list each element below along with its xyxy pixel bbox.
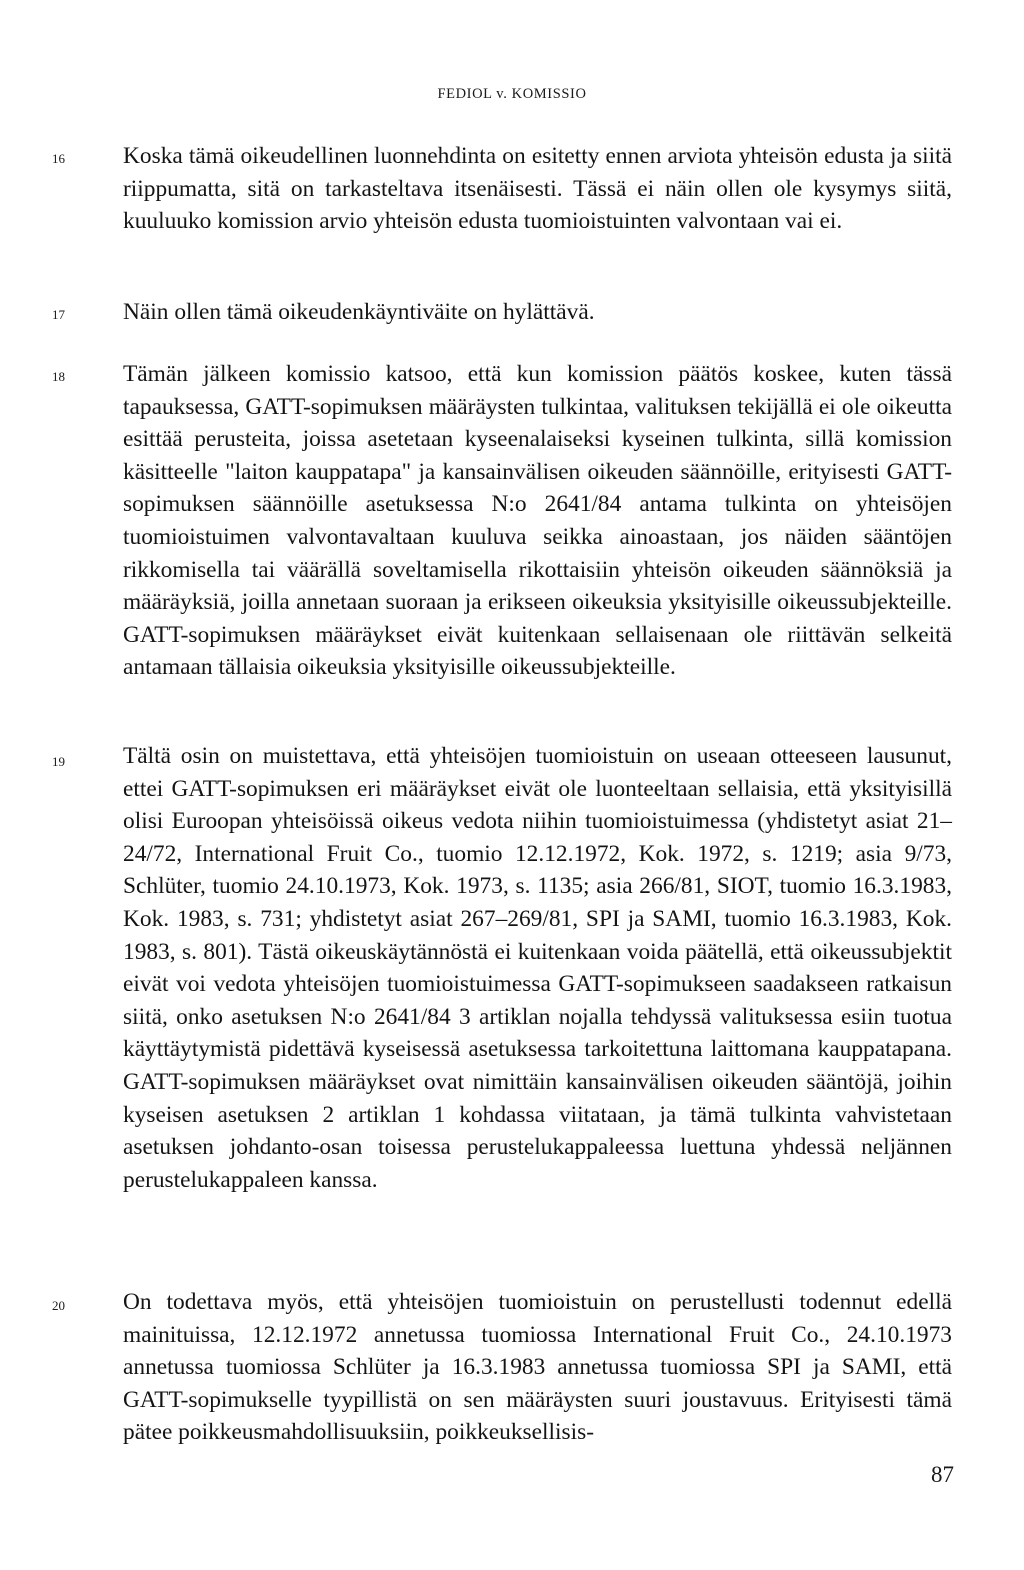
paragraph-text: Näin ollen tämä oikeudenkäyntiväite on hylättävä.	[123, 299, 595, 325]
paragraph-text: On todettava myös, että yhteisöjen tuomioistuin on perustellusti todennut edellä mainituissa, 12.12.1972 annetussa tuomiossa International Fruit Co., 24.10.1973 annetussa tuomiossa Schlüter ja 16.3.1983 annetussa tuomiossa SPI ja SAMI, että GATT-sopimukselle tyypillistä on sen määräysten suuri joustavuus. Erityisesti tämä pätee poikkeusmahdollisuuksiin, poikkeuksellisis-	[123, 1289, 952, 1446]
paragraph-number: 19	[52, 754, 65, 769]
paragraph-text: Tämän jälkeen komissio katsoo, että kun komission päätös koskee, kuten tässä tapauksessa, GATT-sopimuksen määräysten tulkintaa, valituksen tekijällä ei ole oikeutta esittää perusteita, joissa asetetaan kyseenalaiseksi kyseinen tulkinta, sillä komission käsitteelle "laiton kauppatapa" ja kansainvälisen oikeuden säännöille, erityisesti GATT-sopimuksen säännöille asetuksessa N:o 2641/84 antama tulkinta on yhteisöjen tuomioistuimen valvontavaltaan kuuluva seikka ainoastaan, jos näiden sääntöjen rikkomisella tai väärällä soveltamisella rikottaisiin yhteisön oikeuden säännöksiä ja määräyksiä, joilla annetaan suoraan ja erikseen oikeuksia yksityisille oikeussubjekteille. GATT-sopimuksen määräykset eivät kuitenkaan sellaisenaan ole riittävän selkeitä antamaan tällaisia oikeuksia yksityisille oikeussubjekteille.	[123, 361, 952, 681]
paragraph-text: Koska tämä oikeudellinen luonnehdinta on esitetty ennen arviota yhteisön edusta ja siitä riippumatta, sitä on tarkasteltava itsenäisesti. Tässä ei näin ollen ole kysymys siitä, kuuluuko komission arvio yhteisön edusta tuomioistuinten valvontaan vai ei.	[123, 143, 952, 235]
paragraph-text: Tältä osin on muistettava, että yhteisöjen tuomioistuin on useaan otteeseen lausunut, ettei GATT-sopimuksen eri määräykset eivät ole luonteeltaan sellaisia, että yksityisillä olisi Euroopan yhteisöissä oikeus vedota niihin tuomioistuimessa (yhdistetyt asiat 21–24/72, International Fruit Co., tuomio 12.12.1972, Kok. 1972, s. 1219; asia 9/73, Schlüter, tuomio 24.10.1973, Kok. 1973, s. 1135; asia 266/81, SIOT, tuomio 16.3.1983, Kok. 1983, s. 731; yhdistetyt asiat 267–269/81, SPI ja SAMI, tuomio 16.3.1983, Kok. 1983, s. 801). Tästä oikeuskäytännöstä ei kuitenkaan voida päätellä, että oikeussubjektit eivät voi vedota yhteisöjen tuomioistuimessa GATT-sopimukseen saadakseen ratkaisun siitä, onko asetuksen N:o 2641/84 3 artiklan nojalla tehdyssä valituksessa esiin tuotua käyttäytymistä pidettävä kyseisessä asetuksessa tarkoitettuna laittomana kauppatapana. GATT-sopimuksen määräykset ovat nimittäin kansainvälisen oikeuden sääntöjä, joihin kyseisen asetuksen 2 artiklan 1 kohdassa viitataan, ja tämä tulkinta vahvistetaan asetuksen johdanto-osan toisessa perustelukappaleessa luettuna yhdessä neljännen perustelukappaleen kanssa.	[123, 743, 952, 1193]
paragraph-number: 18	[52, 369, 65, 384]
paragraph-number: 20	[52, 1298, 65, 1313]
paragraph-number: 16	[52, 151, 65, 166]
running-head: FEDIOL v. KOMISSIO	[437, 86, 587, 102]
paragraph-number: 17	[52, 307, 65, 322]
page-number: 87	[931, 1462, 954, 1487]
